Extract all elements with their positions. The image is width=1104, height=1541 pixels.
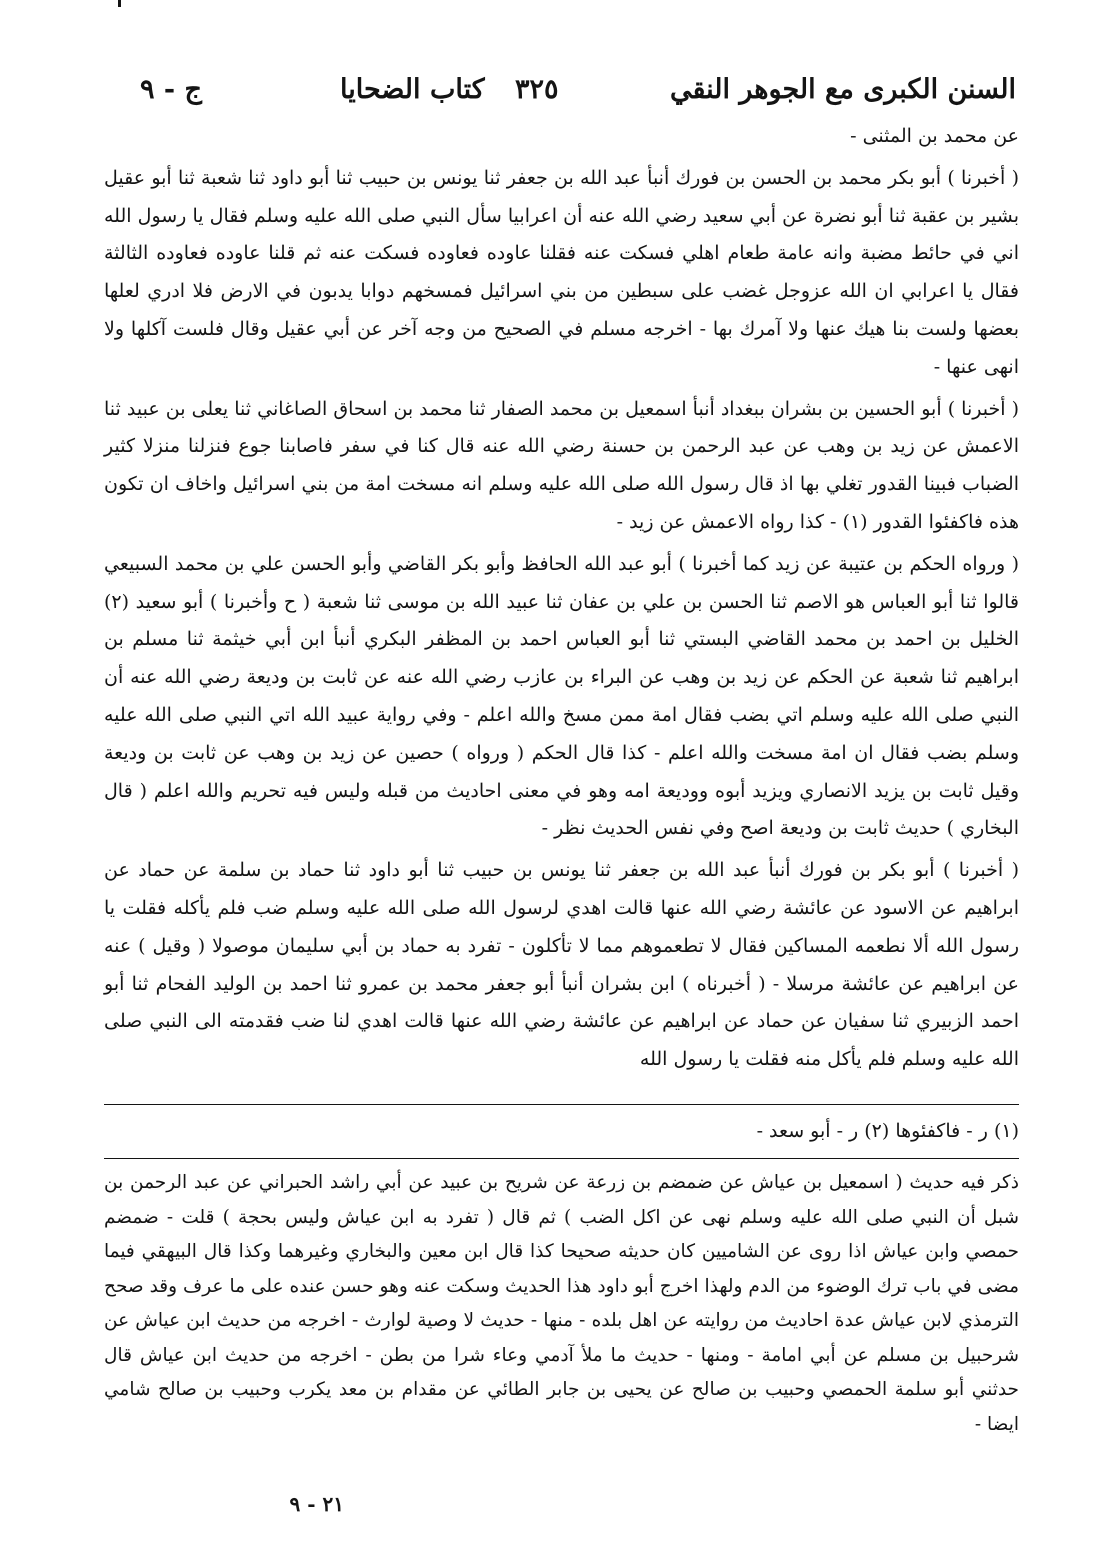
main-paragraph: عن محمد بن المثنى - [850, 125, 1019, 147]
main-paragraph: ( أخبرنا ) أبو بكر بن فورك أنبأ عبد الله بن جعفر ثنا يونس بن حبيب ثنا أبو داود ثنا حماد بن سلمة عن حماد عن ابراهيم عن الاسود عن عائشة رضي الله عنها قالت اهدي لرسول الله صلى الله عليه وسلم ضب فلم يأكله فقلت يا رسول الله ألا نطعمه المساكين فقال لا تطعموهم مما لا تأكلون - تفرد به حماد بن أبي سليمان موصولا ( وقيل ) عنه عن ابراهيم عن عائشة مرسلا - ( أخبرناه ) ابن بشران أنبأ أبو جعفر محمد بن عمرو ثنا احمد بن الوليد الفحام ثنا أبو احمد الزبيري ثنا سفيان عن حماد عن ابراهيم عن عائشة رضي الله عنها قالت اهدي لنا ضب فقدمته الى النبي صلى الله عليه وسلم فلم يأكل منه فقلت يا رسول الله [104, 859, 1019, 1071]
footnote-line: (١) ر - فاكفئوها (٢) ر - أبو سعد - [756, 1120, 1019, 1142]
page-number: ٣٢٥ [515, 74, 559, 105]
footnotes [104, 1116, 1019, 1146]
main-text [104, 118, 1019, 1083]
book-title: السنن الكبرى مع الجوهر النقي [669, 74, 1016, 105]
signature-mark: ٢١ - ٩ [289, 1492, 344, 1516]
footnote-divider [104, 1104, 1019, 1105]
commentary-divider [104, 1158, 1019, 1159]
chapter-title: كتاب الضحايا [340, 74, 485, 105]
main-paragraph: ( أخبرنا ) أبو الحسين بن بشران ببغداد أنبأ اسمعيل بن محمد الصفار ثنا محمد بن اسحاق الصاغاني ثنا يعلى بن عبيد ثنا الاعمش عن زيد بن وهب عن عبد الرحمن بن حسنة رضي الله عنه قال كنا في سفر فاصابنا جوع فنزلنا منزلا كثير الضباب فبينا القدور تغلي بها اذ قال رسول الله صلى الله عليه وسلم انه مسخت امة من بني اسرائيل واخاف ان تكون هذه فاكفئوا القدور (١) - كذا رواه الاعمش عن زيد - [104, 397, 1019, 533]
page-header [140, 70, 1016, 110]
scan-mark [118, 0, 121, 7]
main-paragraph: ( أخبرنا ) أبو بكر محمد بن الحسن بن فورك أنبأ عبد الله بن جعفر ثنا يونس بن حبيب ثنا أبو داود ثنا شعبة ثنا أبو عقيل بشير بن عقبة ثنا أبو نضرة عن أبي سعيد رضي الله عنه أن اعرابيا سأل النبي صلى الله عليه وسلم فقال يا رسول الله اني في حائط مضبة وانه عامة طعام اهلي فسكت عنه فقلنا عاوده فعاوده فسكت عنه ثم قلنا عاوده فعاوده الثالثة فقال يا اعرابي ان الله عزوجل غضب على سبطين من بني اسرائيل فمسخهم دوابا يدبون في الارض فلا ادري لعلها بعضها ولست بنا هيك عنها ولا آمرك بها - اخرجه مسلم في الصحيح من وجه آخر عن أبي عقيل وقال فلست آكلها ولا انهى عنها - [104, 166, 1019, 378]
commentary-paragraph: ذكر فيه حديث ( اسمعيل بن عياش عن ضمضم بن زرعة عن شريح بن عبيد عن أبي راشد الحبراني عن عبد الرحمن بن شبل أن النبي صلى الله عليه وسلم نهى عن اكل الضب ) ثم قال ( تفرد به ابن عياش وليس بحجة ) قلت - ضمضم حمصي وابن عياش اذا روى عن الشاميين كان حديثه صحيحا كذا قال ابن معين والبخاري وغيرهما وكذا قال البيهقي فيما مضى في باب ترك الوضوء من الدم ولهذا اخرج أبو داود هذا الحديث وسكت عنه وهو حسن عنده على ما عرف وقد صحح الترمذي لابن عياش عدة احاديث من روايته عن اهل بلده - منها - حديث لا وصية لوارث - اخرجه من حديث ابن عياش عن شرحبيل بن مسلم عن أبي امامة - ومنها - حديث ما ملأ آدمي وعاء شرا من بطن - اخرجه من حديث ابن عياش قال حدثني أبو سلمة الحمصي وحبيب بن صالح عن يحيى بن جابر الطائي عن مقدام بن معد يكرب وحبيب بن صالح شامي ايضا - [104, 1172, 1019, 1435]
commentary-text [104, 1166, 1019, 1442]
main-paragraph: ( ورواه الحكم بن عتيبة عن زيد كما أخبرنا ) أبو عبد الله الحافظ وأبو بكر القاضي وأبو الحسن علي بن محمد السبيعي قالوا ثنا أبو العباس هو الاصم ثنا الحسن بن علي بن عفان ثنا عبيد الله بن موسى ثنا شعبة ( ح وأخبرنا ) أبو سعيد (٢) الخليل بن احمد بن محمد القاضي البستي ثنا أبو العباس احمد بن المظفر البكري أنبأ ابن أبي خيثمة ثنا مسلم بن ابراهيم ثنا شعبة عن الحكم عن زيد بن وهب عن البراء بن عازب رضي الله عنه عن ثابت بن وديعة رضي الله عنه أن النبي صلى الله عليه وسلم اتي بضب فقال امة ممن مسخ والله اعلم - وفي رواية عبيد الله اتي النبي صلى الله عليه وسلم بضب فقال ان امة مسخت والله اعلم - كذا قال الحكم ( ورواه ) حصين عن زيد بن وهب عن ثابت بن وديعة وقيل ثابت بن يزيد الانصاري ويزيد أبوه ووديعة امه وهو في معنى احاديث من قبله وليس فيه تحريم والله اعلم ( قال البخاري ) حديث ثابت بن وديعة اصح وفي نفس الحديث نظر - [104, 552, 1019, 840]
volume-number: ج - ٩ [140, 74, 202, 105]
